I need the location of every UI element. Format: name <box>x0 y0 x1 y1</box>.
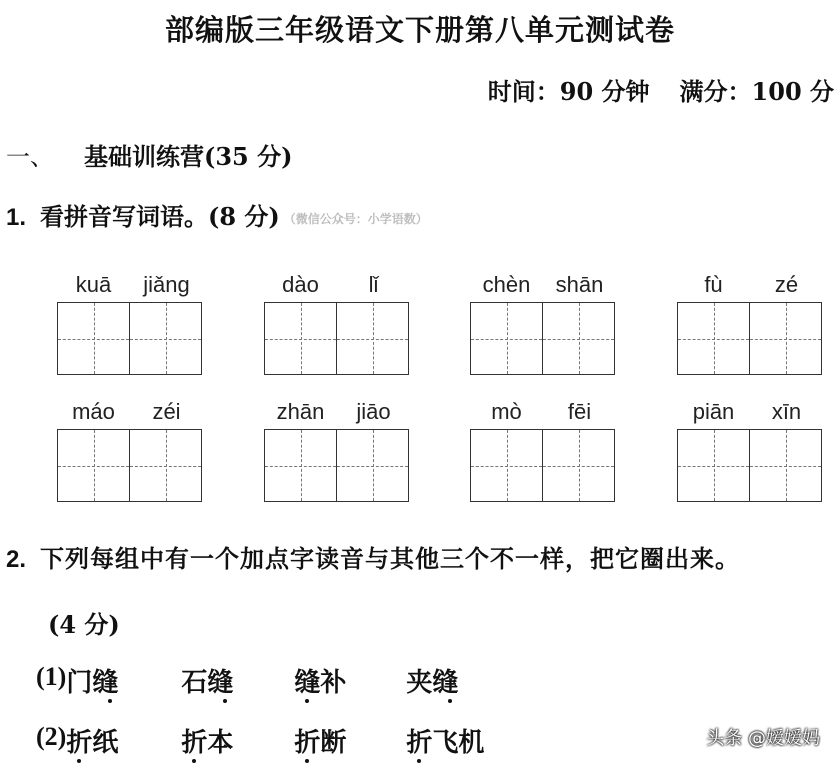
option-word[interactable]: 折纸 <box>66 722 181 759</box>
writing-box[interactable] <box>336 429 409 502</box>
pinyin-label: chèn shān <box>482 272 604 297</box>
writing-boxes <box>677 429 823 502</box>
option-group <box>36 722 484 759</box>
pinyin-label: mò fēi <box>491 399 592 424</box>
option-word[interactable]: 缝补 <box>294 662 406 699</box>
question-2 <box>6 539 740 574</box>
emphasis-dot <box>305 759 309 763</box>
time-limit: 时间：90 分钟 <box>487 77 650 106</box>
writing-boxes <box>470 429 616 502</box>
option-word[interactable]: 折飞机 <box>406 722 484 759</box>
writing-boxes <box>264 302 410 375</box>
option-word[interactable]: 门缝 <box>66 662 181 699</box>
emphasis-dot <box>417 759 421 763</box>
question-number: 1. <box>6 204 27 231</box>
emphasis-dot <box>448 699 452 703</box>
writing-box[interactable] <box>336 302 409 375</box>
footer-watermark: 头条 @嫒嫒妈 <box>706 728 820 749</box>
question-text: 下列每组中有一个加点字读音与其他三个不一样，把它圈出来。 <box>40 544 741 573</box>
word-cell <box>470 272 616 375</box>
question-text: 看拼音写词语。(8 分) <box>40 202 280 231</box>
emphasis-dot <box>77 759 81 763</box>
option-word[interactable]: 折本 <box>181 722 294 759</box>
writing-boxes <box>57 429 203 502</box>
option-word[interactable]: 夹缝 <box>406 662 458 699</box>
writing-box[interactable] <box>749 429 822 502</box>
writing-box[interactable] <box>749 302 822 375</box>
writing-boxes <box>470 302 616 375</box>
option-group <box>36 662 458 699</box>
writing-box[interactable] <box>677 429 750 502</box>
watermark-text: （微信公众号：小学语数） <box>283 212 428 226</box>
writing-box[interactable] <box>470 302 543 375</box>
emphasis-dot <box>305 699 309 703</box>
section-label: 基础训练营(35 分) <box>84 142 293 171</box>
pinyin-label: fù zé <box>704 272 799 297</box>
writing-box[interactable] <box>677 302 750 375</box>
word-cell <box>264 272 410 375</box>
word-cell <box>677 272 823 375</box>
writing-boxes <box>264 429 410 502</box>
question-number: 2. <box>6 546 27 573</box>
word-cell <box>57 399 203 502</box>
pinyin-label: zhān jiāo <box>276 399 391 424</box>
pinyin-row <box>57 272 827 399</box>
writing-box[interactable] <box>129 429 202 502</box>
word-cell <box>677 399 823 502</box>
pinyin-row <box>57 399 827 526</box>
emphasis-dot <box>223 699 227 703</box>
writing-box[interactable] <box>129 302 202 375</box>
exam-meta <box>488 72 834 107</box>
option-word[interactable]: 折断 <box>294 722 406 759</box>
pinyin-grid-area <box>57 272 827 526</box>
word-cell <box>470 399 616 502</box>
option-word[interactable]: 石缝 <box>181 662 294 699</box>
pinyin-label: dào lǐ <box>282 272 379 297</box>
question-1 <box>6 197 428 232</box>
writing-boxes <box>57 302 203 375</box>
word-cell <box>57 272 203 375</box>
pinyin-label: kuā jiǎng <box>75 272 190 297</box>
option-group-label: (1) <box>36 662 67 691</box>
writing-box[interactable] <box>57 302 130 375</box>
pinyin-label: máo zéi <box>72 399 181 424</box>
writing-box[interactable] <box>542 302 615 375</box>
emphasis-dot <box>108 699 112 703</box>
writing-box[interactable] <box>57 429 130 502</box>
pinyin-label: piān xīn <box>692 399 802 424</box>
section-heading <box>6 137 292 172</box>
writing-box[interactable] <box>264 302 337 375</box>
page-title: 部编版三年级语文下册第八单元测试卷 <box>164 13 675 47</box>
writing-box[interactable] <box>542 429 615 502</box>
option-group-label: (2) <box>36 722 67 751</box>
full-score: 满分：100 分 <box>679 77 834 106</box>
word-cell <box>264 399 410 502</box>
writing-boxes <box>677 302 823 375</box>
writing-box[interactable] <box>470 429 543 502</box>
question-score: (4 分) <box>48 610 120 639</box>
section-number: 一、 <box>6 143 54 171</box>
writing-box[interactable] <box>264 429 337 502</box>
emphasis-dot <box>192 759 196 763</box>
